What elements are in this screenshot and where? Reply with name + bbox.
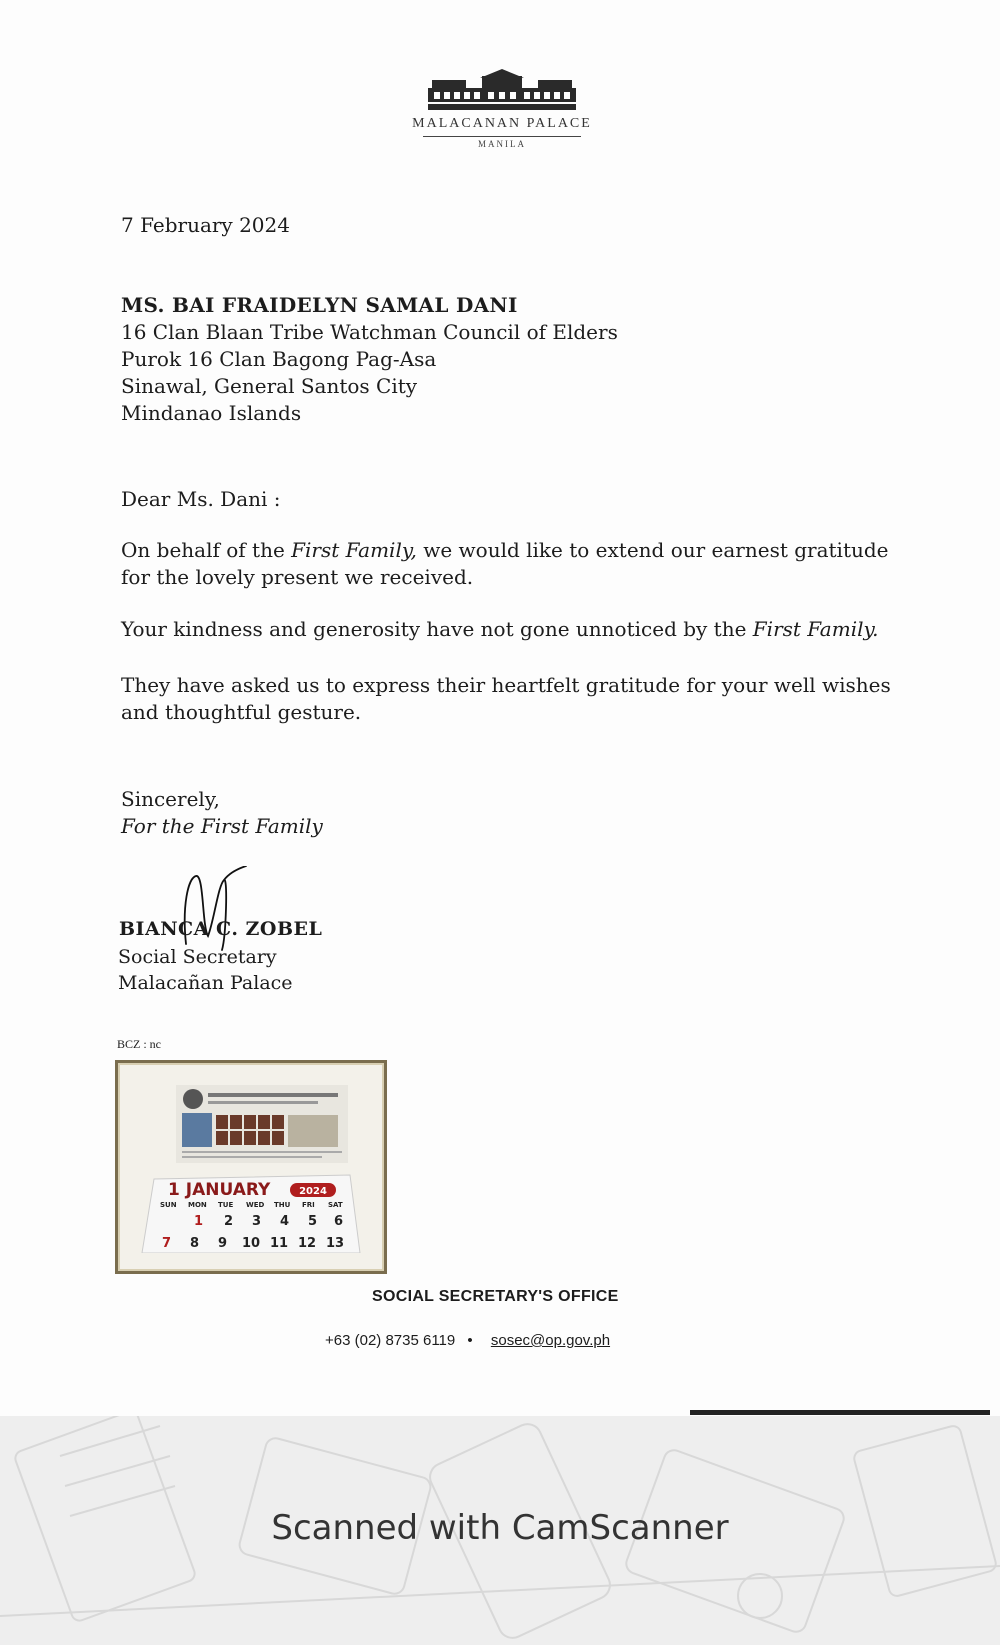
calendar-image xyxy=(138,1085,363,1253)
separator-dot: • xyxy=(467,1332,473,1349)
seal-divider xyxy=(423,136,581,137)
malacanan-palace-seal xyxy=(402,68,602,149)
calendar-weekday: THU xyxy=(274,1201,291,1209)
phone-number: +63 (02) 8735 6119 xyxy=(325,1332,456,1349)
calendar-month-label: 1 JANUARY xyxy=(168,1180,271,1200)
palace-building-icon xyxy=(422,68,582,114)
calendar-day: 9 xyxy=(218,1236,228,1251)
signer-title: Social Secretary xyxy=(118,946,277,968)
gift-calendar-photo xyxy=(115,1060,387,1274)
calendar-day: 4 xyxy=(280,1214,290,1229)
calendar-day: 3 xyxy=(252,1214,262,1229)
recipient-name: MS. BAI FRAIDELYN SAMAL DANI xyxy=(121,293,518,317)
signer-office: Malacañan Palace xyxy=(118,972,293,994)
calendar-weekday: WED xyxy=(246,1201,265,1209)
signer-name: BIANCA C. ZOBEL xyxy=(119,918,323,940)
signer-details xyxy=(118,944,293,996)
closing-block xyxy=(121,786,323,840)
calendar-day: 12 xyxy=(298,1236,317,1251)
text-run: we would like to extend our earnest gratitude for the lovely present we received. xyxy=(121,538,889,589)
calendar-weekday: MON xyxy=(188,1201,207,1209)
emphasis-first-family: First Family, xyxy=(291,538,417,562)
scan-edge-shadow xyxy=(690,1410,990,1415)
body-paragraph-2 xyxy=(121,616,879,643)
calendar-day: 13 xyxy=(326,1236,345,1251)
calendar-weekday: SAT xyxy=(328,1201,343,1209)
calendar-day: 6 xyxy=(334,1214,344,1229)
closing-subline: For the First Family xyxy=(121,814,323,838)
address-line: 16 Clan Blaan Tribe Watchman Council of Elders xyxy=(121,320,618,344)
text-run: Your kindness and generosity have not gone unnoticed by the xyxy=(121,617,753,641)
letter-date: 7 February 2024 xyxy=(121,213,290,237)
text-run: On behalf of the xyxy=(121,538,292,562)
calendar-weekday: TUE xyxy=(218,1201,234,1209)
address-line: Purok 16 Clan Bagong Pag-Asa xyxy=(121,347,437,371)
handwritten-signature xyxy=(178,866,258,956)
closing: Sincerely, xyxy=(121,787,220,811)
seal-city: MANILA xyxy=(478,139,526,149)
email-link[interactable]: sosec@op.gov.ph xyxy=(490,1332,611,1349)
contact-line xyxy=(325,1332,610,1349)
calendar-day: 2 xyxy=(224,1214,234,1229)
body-paragraph-3: They have asked us to express their heartfelt gratitude for your well wishes and thoughtful gesture. xyxy=(121,673,891,724)
calendar-weekday: SUN xyxy=(160,1201,177,1209)
calendar-day: 5 xyxy=(308,1214,318,1229)
reference-initials: BCZ : nc xyxy=(117,1037,161,1051)
address-line: Mindanao Islands xyxy=(121,401,302,425)
office-name: SOCIAL SECRETARY'S OFFICE xyxy=(372,1288,619,1305)
address-line: Sinawal, General Santos City xyxy=(121,374,418,398)
recipient-address xyxy=(121,292,618,427)
calendar-day: 10 xyxy=(242,1236,261,1251)
calendar-day: 11 xyxy=(270,1236,289,1251)
body-paragraph-1 xyxy=(121,537,891,591)
calendar-weekday: FRI xyxy=(302,1201,315,1209)
calendar-day: 8 xyxy=(190,1236,200,1251)
calendar-day: 1 xyxy=(194,1214,204,1229)
seal-name: MALACANAN PALACE xyxy=(412,116,592,131)
calendar-day: 7 xyxy=(162,1236,172,1251)
calendar-year-badge: 2024 xyxy=(299,1186,327,1197)
salutation: Dear Ms. Dani : xyxy=(121,487,281,511)
camscanner-label: Scanned with CamScanner xyxy=(271,1508,729,1548)
emphasis-first-family: First Family. xyxy=(752,617,879,641)
